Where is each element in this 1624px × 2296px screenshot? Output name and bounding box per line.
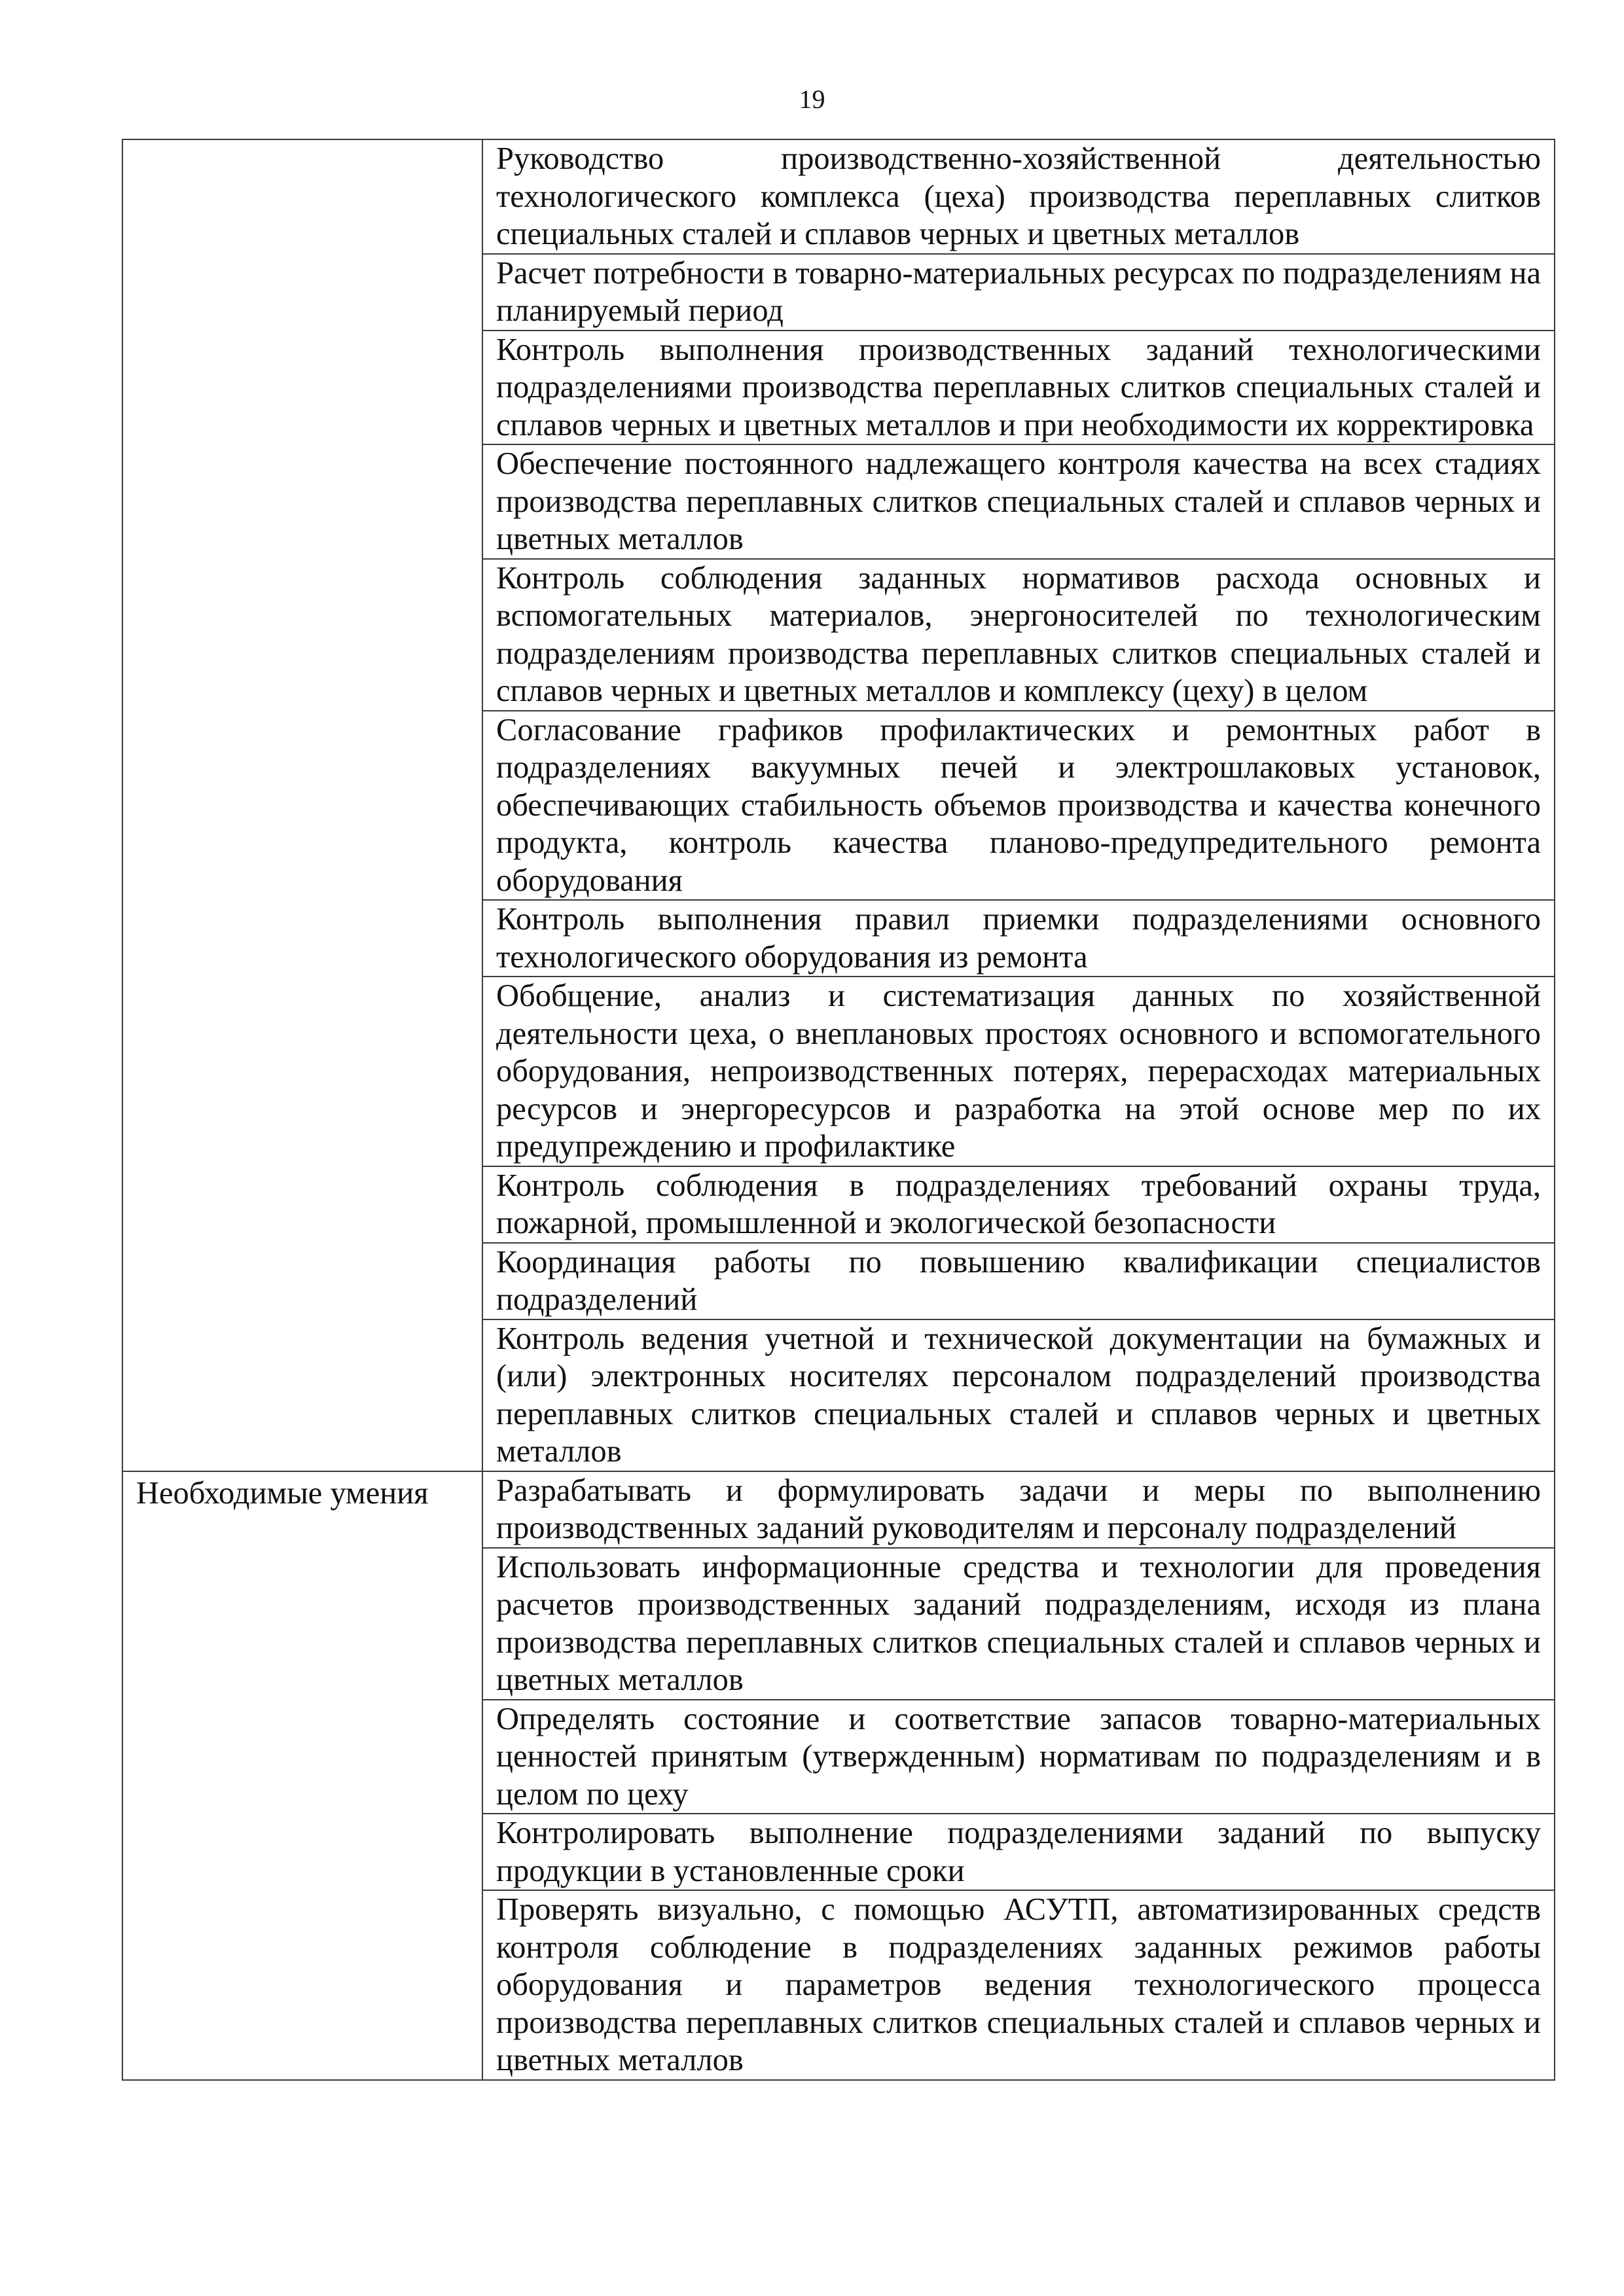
table-cell <box>482 900 1555 977</box>
row-label-cell <box>122 139 482 1471</box>
cell-text: Контроль соблюдения в подразделениях требований охраны труда, пожарной, промышленной и экологической безопасности <box>496 1168 1541 1240</box>
cell-text: Проверять визуально, с помощью АСУТП, автоматизированных средств контроля соблюдение в подразделениях заданных режимов работы оборудования и параметров ведения технологического процесса производства переплавных слитков специальных сталей и сплавов черных и цветных металлов <box>496 1892 1541 2077</box>
cell-text: Расчет потребности в товарно-материальных ресурсах по подразделениям на планируемый период <box>496 255 1542 328</box>
table-cell <box>482 711 1555 901</box>
cell-text: Обобщение, анализ и систематизация данных по хозяйственной деятельности цеха, о внеплановых простоях основного и вспомогательного оборудования, непроизводственных потерях, перерасходах материальных ресурсов и энергоресурсов и разработка на этой основе мер по их предупреждению и профилактике <box>496 978 1541 1164</box>
cell-text: Согласование графиков профилактических и ремонтных работ в подразделениях вакуумных печей и электрошлаковых установок, обеспечивающих стабильность объемов производства и качества конечного продукта, контроль качества планово-предупредительного ремонта оборудования <box>496 712 1541 898</box>
table-cell <box>482 1243 1555 1319</box>
cell-text: Обеспечение постоянного надлежащего контроля качества на всех стадиях производства переплавных слитков специальных сталей и сплавов черных и цветных металлов <box>496 446 1541 556</box>
cell-text: Определять состояние и соответствие запасов товарно-материальных ценностей принятым (утвержденным) нормативам по подразделениям и в целом по цеху <box>496 1701 1541 1812</box>
table-cell <box>482 139 1555 254</box>
cell-text: Контролировать выполнение подразделениями заданий по выпуску продукции в установленные сроки <box>496 1816 1541 1888</box>
table-cell <box>482 1471 1555 1548</box>
cell-text: Разрабатывать и формулировать задачи и меры по выполнению производственных заданий руководителям и персоналу подразделений <box>496 1473 1541 1545</box>
table-cell <box>482 1548 1555 1700</box>
row-label <box>123 140 482 143</box>
cell-text: Координация работы по повышению квалификации специалистов подразделений <box>496 1244 1541 1317</box>
table-body <box>122 139 1555 2080</box>
cell-text: Руководство производственно-хозяйственной деятельностью технологического комплекса (цеха) производства переплавных слитков специальных сталей и сплавов черных и цветных металлов <box>496 141 1541 251</box>
table-cell <box>482 1700 1555 1814</box>
cell-text: Контроль выполнения правил приемки подразделениями основного технологического оборудования из ремонта <box>496 902 1541 975</box>
row-label-cell <box>122 1471 482 2080</box>
specification-table <box>122 139 1555 2081</box>
cell-text: Контроль выполнения производственных заданий технологическими подразделениями производства переплавных слитков специальных сталей и сплавов черных и цветных металлов и при необходимости их корректировка <box>496 332 1541 442</box>
table-cell <box>482 1166 1555 1243</box>
page-number: 19 <box>799 84 825 114</box>
table-cell <box>482 977 1555 1166</box>
table-cell <box>482 254 1555 331</box>
cell-text: Контроль ведения учетной и технической документации на бумажных и (или) электронных носителях персоналом подразделений производства переплавных слитков специальных сталей и сплавов черных и цветных металлов <box>496 1321 1541 1469</box>
table-cell <box>482 1890 1555 2080</box>
cell-text: Контроль соблюдения заданных нормативов расхода основных и вспомогательных материалов, энергоносителей по технологическим подразделениям производства переплавных слитков специальных сталей и сплавов черных и цветных металлов и комплексу (цеху) в целом <box>496 560 1541 708</box>
table-cell <box>482 1814 1555 1890</box>
table-row <box>122 1471 1555 1548</box>
cell-text: Использовать информационные средства и технологии для проведения расчетов производственных заданий подразделениям, исходя из плана производства переплавных слитков специальных сталей и сплавов черных и цветных металлов <box>496 1549 1541 1697</box>
table-cell <box>482 559 1555 711</box>
table-row <box>122 139 1555 254</box>
table-cell <box>482 444 1555 559</box>
table-cell <box>482 1319 1555 1471</box>
row-label: Необходимые умения <box>136 1475 429 1511</box>
table-cell <box>482 331 1555 445</box>
